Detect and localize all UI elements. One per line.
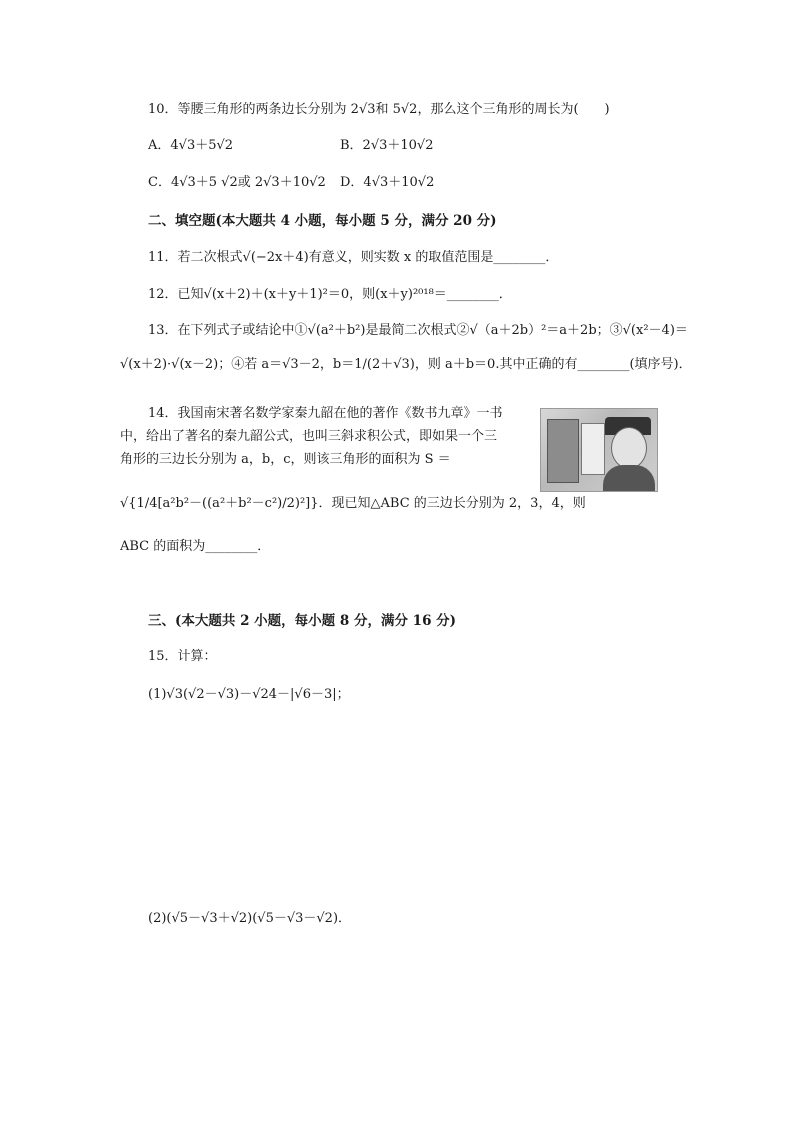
section-2-heading: 二、填空题(本大题共 4 小题，每小题 5 分，满分 20 分) <box>148 213 497 229</box>
q12: 12．已知√(x＋2)＋(x＋y＋1)²＝0，则(x＋y)²⁰¹⁸＝________． <box>148 287 512 302</box>
q10-stem: 10．等腰三角形的两条边长分别为 2√3和 5√2，那么这个三角形的周长为( ) <box>148 102 610 117</box>
q14-line-4: √{1/4[a²b²－((a²＋b²－c²)/2)²]}．现已知△ABC 的三边长分别为 2，3，4，则 <box>120 496 586 511</box>
q10-option-b: B．2√3＋10√2 <box>340 138 434 153</box>
q10-option-c: C．4√3＋5 √2或 2√3＋10√2 <box>148 175 326 190</box>
q13-line-1: 13．在下列式子或结论中①√(a²＋b²)是最简二次根式②√（a＋2b）²＝a＋2b；③√(x²－4)＝ <box>148 323 688 338</box>
q15-part-2: (2)(√5－√3＋√2)(√5－√3－√2)． <box>148 911 352 926</box>
q14-line-2: 中，给出了著名的秦九韶公式，也叫三斜求积公式，即如果一个三 <box>120 429 498 444</box>
qin-jiushao-book-image <box>540 408 658 492</box>
section-3-heading: 三、(本大题共 2 小题，每小题 8 分，满分 16 分) <box>148 613 457 629</box>
q14-line-5: ABC 的面积为________． <box>120 539 271 554</box>
q10-option-a: A．4√3＋5√2 <box>148 138 234 153</box>
q13-line-2: √(x＋2)·√(x－2)；④若 a＝√3－2，b＝1/(2＋√3)，则 a＋b＝0.其中正确的有________(填序号)． <box>120 357 692 372</box>
q15-part-1: (1)√3(√2－√3)－√24－|√6－3|； <box>148 687 350 702</box>
q14-line-3: 角形的三边长分别为 a，b，c，则该三角形的面积为 S ＝ <box>120 452 451 467</box>
q11: 11．若二次根式√(−2x＋4)有意义，则实数 x 的取值范围是________． <box>148 250 559 265</box>
q14-line-1: 14．我国南宋著名数学家秦九韶在他的著作《数书九章》一书 <box>148 406 503 421</box>
q10-option-d: D．4√3＋10√2 <box>340 175 435 190</box>
q15: 15．计算： <box>148 649 217 664</box>
